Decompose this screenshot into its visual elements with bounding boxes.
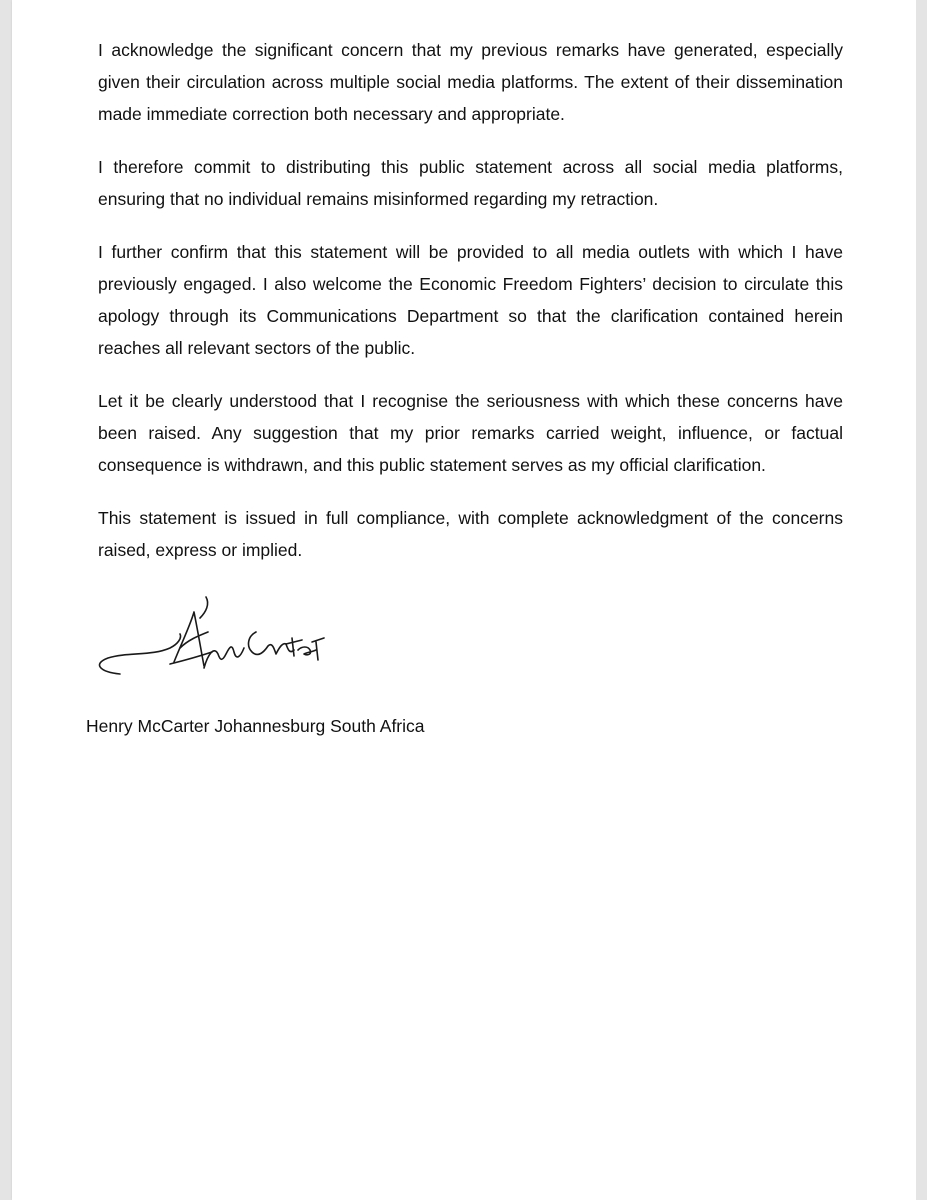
paragraph-withdrawal: Let it be clearly understood that I recognise the seriousness with which these concerns have been raised. Any suggestion that my prior remarks carried weight, influence, or factual consequence is withdrawn, and this public statement serves as my official clarification. [98, 391, 843, 475]
paragraph-compliance: This statement is issued in full compliance, with complete acknowledgment of the concerns raised, express or implied. [98, 508, 843, 560]
statement-body [98, 34, 843, 566]
paragraph-distribution-commitment: I therefore commit to distributing this public statement across all social media platforms, ensuring that no individual remains misinformed regarding my retraction. [98, 157, 843, 209]
page-right-edge [916, 0, 927, 1200]
signature-icon [86, 592, 336, 692]
page-left-edge [0, 0, 12, 1200]
paragraph-acknowledgement: I acknowledge the significant concern that my previous remarks have generated, especially given their circulation across multiple social media platforms. The extent of their dissemination made immediate correction both necessary and appropriate. [98, 40, 843, 124]
paragraph-media-outlets: I further confirm that this statement will be provided to all media outlets with which I have previously engaged. I also welcome the Economic Freedom Fighters’ decision to circulate this apology through its Communications Department so that the clarification contained herein reaches all relevant sectors of the public. [98, 242, 843, 358]
signatory-line: Henry McCarter Johannesburg South Africa [86, 716, 425, 736]
